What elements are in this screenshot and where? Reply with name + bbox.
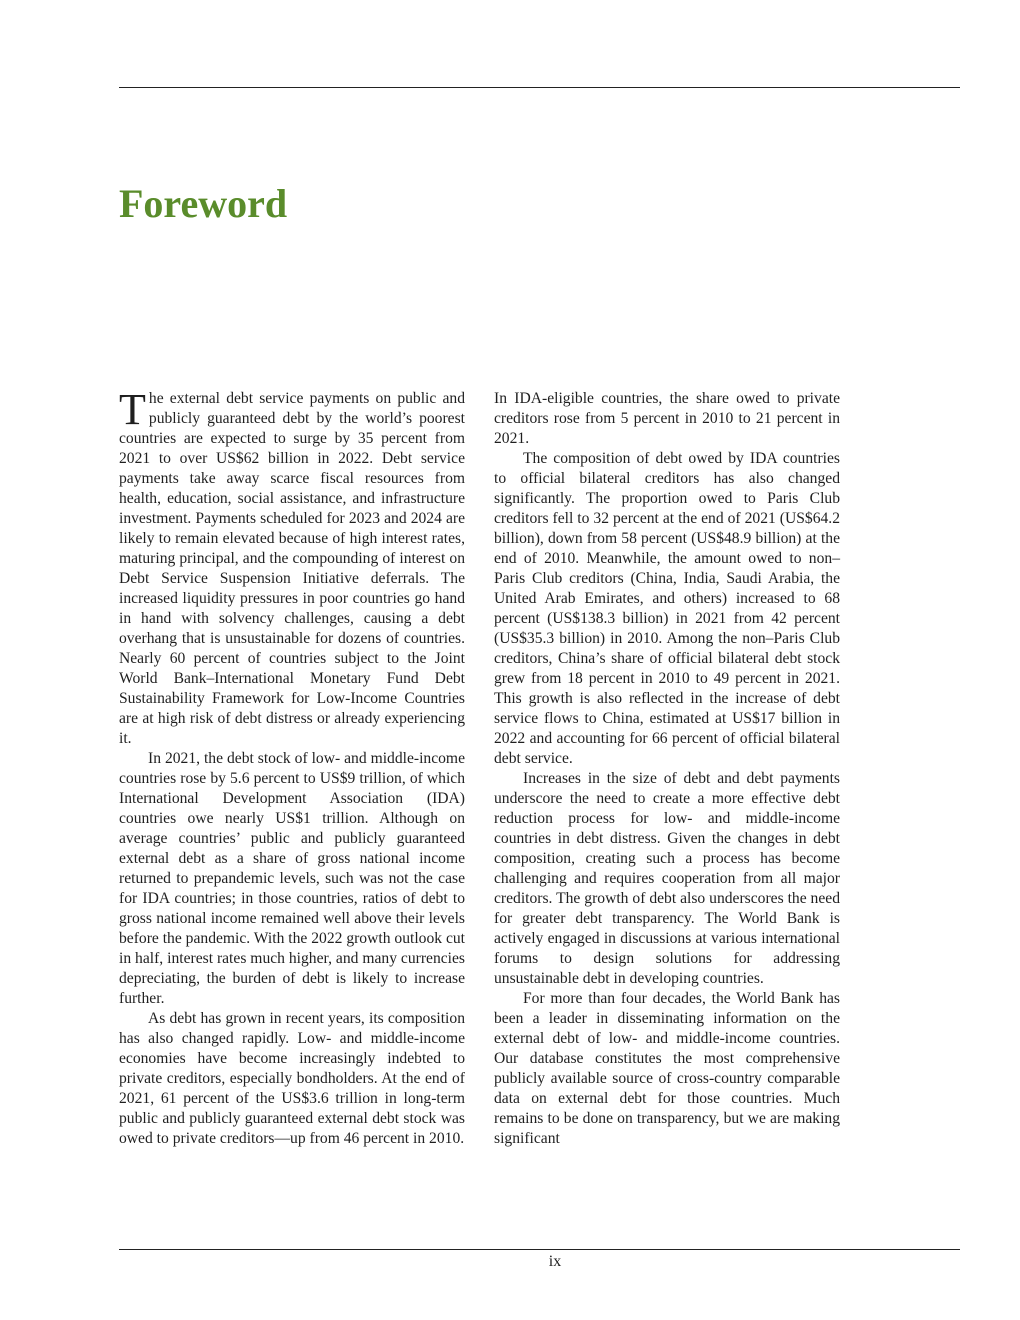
paragraph: Increases in the size of debt and debt payments underscore the need to create a more effective debt reduction process for low- and middle-income countries in debt distress. Given the changes in debt composition, creating such a process has become challenging and requires cooperation from all major creditors. The growth of debt also underscores the need for greater debt transparency. The World Bank is actively engaged in discussions at various international forums to design solutions for addressing unsustainable debt in developing countries. — [494, 770, 840, 987]
right-column — [494, 389, 840, 1149]
paragraph: In IDA-eligible countries, the share owed to private creditors rose from 5 percent in 2010 to 21 percent in 2021. — [494, 390, 840, 447]
left-column — [119, 385, 465, 1149]
page-title: Foreword — [119, 181, 288, 226]
paragraph: The composition of debt owed by IDA countries to official bilateral creditors has also changed significantly. The proportion owed to Paris Club creditors fell to 32 percent at the end of 2021 (US$64.2 billion), down from 58 percent (US$48.9 billion) at the end of 2010. Meanwhile, the amount owed to non–Paris Club creditors (China, India, Saudi Arabia, the United Arab Emirates, and others) increased to 68 percent (US$138.3 billion) in 2021 from 42 percent (US$35.3 billion) in 2010. Among the non–Paris Club creditors, China’s share of official bilateral debt stock grew from 18 percent in 2010 to 49 percent in 2021. This growth is also reflected in the increase of debt service flows to China, estimated at US$17 billion in 2022 and accounting for 66 percent of official bilateral debt service. — [494, 450, 840, 767]
paragraph: In 2021, the debt stock of low- and middle-income countries rose by 5.6 percent to US$9 trillion, of which International Development Association (IDA) countries owe nearly US$1 trillion. Although on average countries’ public and publicly guaranteed external debt as a share of gross national income returned to prepandemic levels, such was not the case for IDA countries; in those countries, ratios of debt to gross national income remained well above their levels before the pandemic. With the 2022 growth outlook cut in half, interest rates much higher, and many currencies depreciating, the burden of debt is likely to increase further. — [119, 750, 465, 1007]
paragraph: For more than four decades, the World Bank has been a leader in disseminating information on the external debt of low- and middle-income countries. Our database constitutes the most comprehensive publicly available source of cross-country comparable data on external debt for those countries. Much remains to be done on transparency, but we are making significant — [494, 990, 840, 1147]
bottom-rule — [119, 1249, 960, 1250]
top-rule — [119, 87, 960, 88]
paragraph: As debt has grown in recent years, its composition has also changed rapidly. Low- and middle-income economies have become increasingly indebted to private creditors, especially bondholders. At the end of 2021, 61 percent of the US$3.6 trillion in long-term public and publicly guaranteed external debt stock was owed to private creditors—up from 46 percent in 2010. — [119, 1010, 465, 1147]
paragraph — [119, 385, 465, 749]
paragraph-text: he external debt service payments on public and publicly guaranteed debt by the world’s poorest countries are expected to surge by 35 percent from 2021 to over US$62 billion in 2022. Debt service payments take away scarce fiscal resources from health, education, social assistance, and infrastructure investment. Payments scheduled for 2023 and 2024 are likely to remain elevated because of high interest rates, maturing principal, and the compounding of interest on Debt Service Suspension Initiative deferrals. The increased liquidity pressures in poor countries go hand in hand with solvency challenges, causing a debt overhang that is unsustainable for dozens of countries. Nearly 60 percent of countries subject to the Joint World Bank–International Monetary Fund Debt Sustainability Framework for Low-Income Countries are at high risk of debt distress or already experiencing it. — [119, 390, 465, 747]
drop-cap: T — [119, 385, 146, 434]
page-number: ix — [548, 1253, 562, 1270]
